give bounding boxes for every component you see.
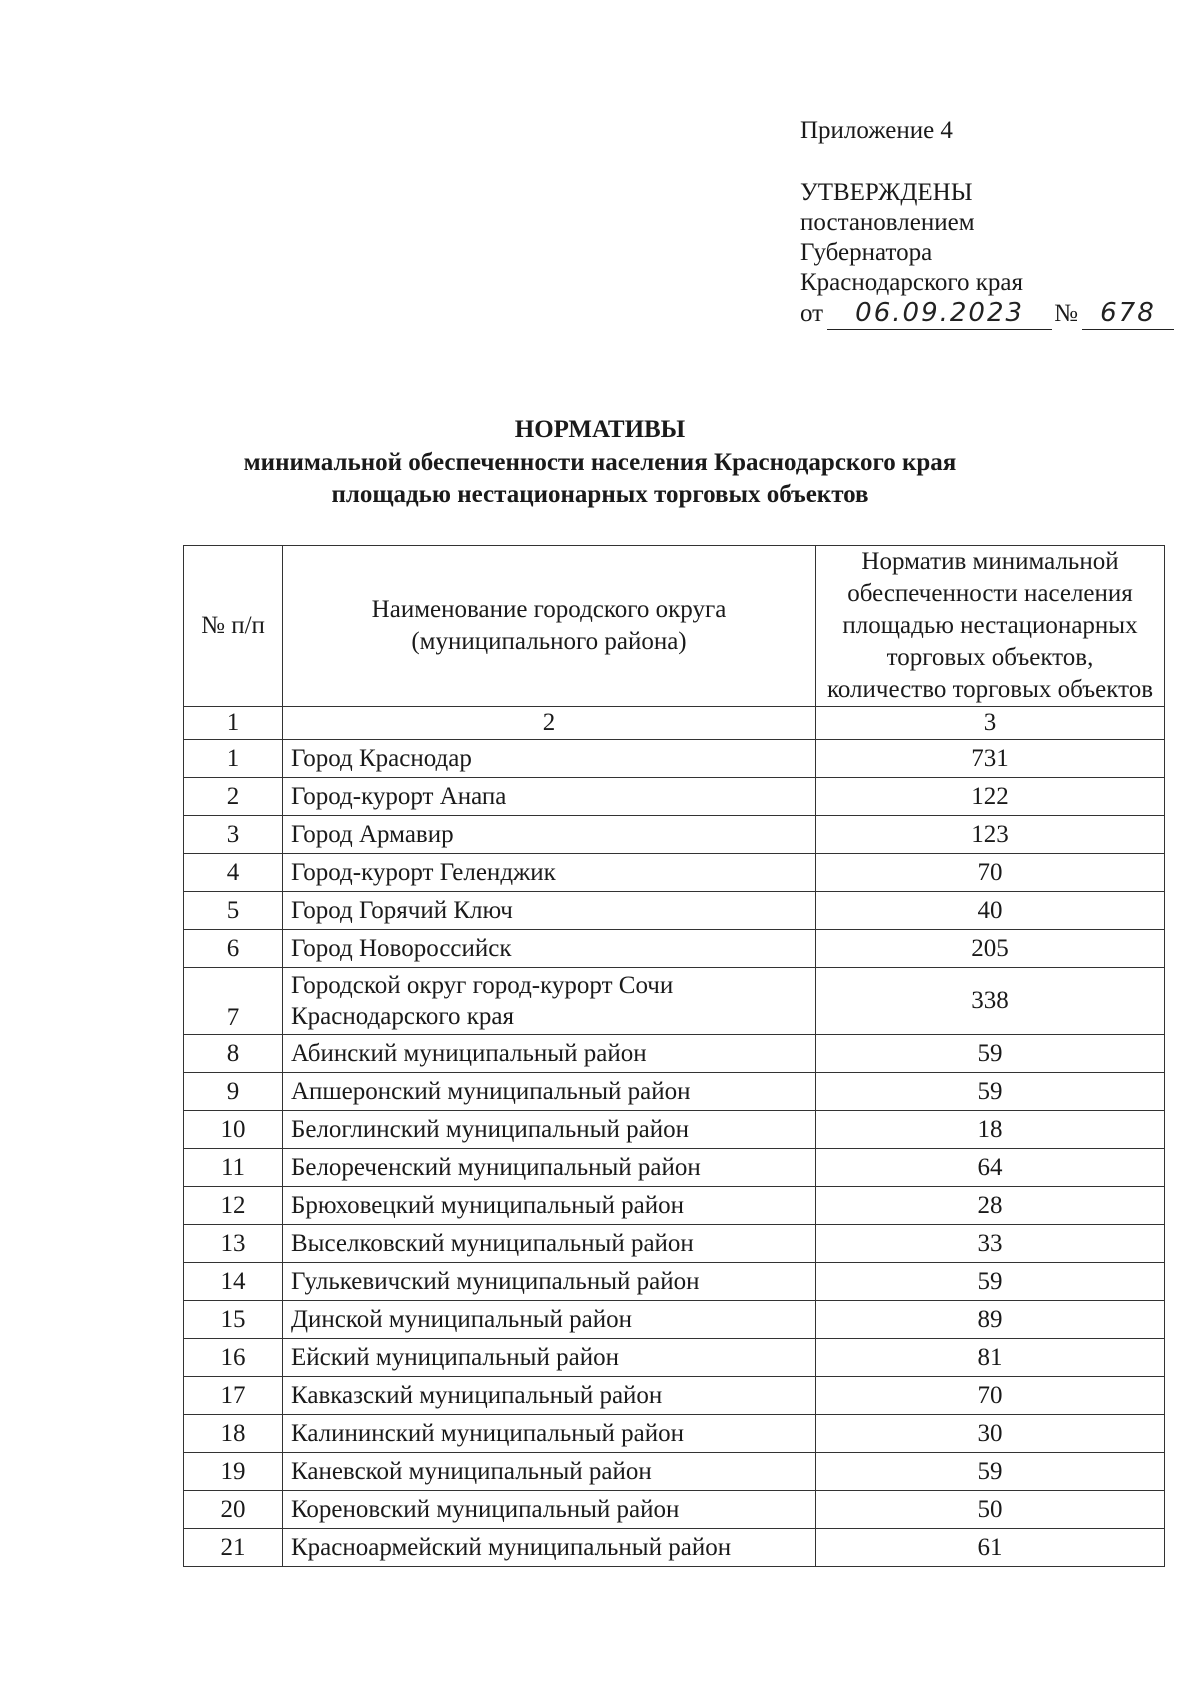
appendix-label: Приложение 4 bbox=[800, 117, 953, 144]
row-number: 10 bbox=[184, 1111, 283, 1149]
row-number: 12 bbox=[184, 1187, 283, 1225]
row-value: 61 bbox=[816, 1529, 1165, 1567]
row-value: 731 bbox=[816, 740, 1165, 778]
row-value: 59 bbox=[816, 1263, 1165, 1301]
table-row bbox=[184, 1415, 1165, 1453]
column-number-1: 1 bbox=[184, 707, 283, 740]
row-value: 123 bbox=[816, 816, 1165, 854]
row-name: Кавказский муниципальный район bbox=[283, 1377, 816, 1415]
table-row bbox=[184, 778, 1165, 816]
row-name: Город-курорт Анапа bbox=[283, 778, 816, 816]
approved-label: УТВЕРЖДЕНЫ bbox=[800, 179, 973, 206]
column-number-row bbox=[184, 707, 1165, 740]
row-name: Город Краснодар bbox=[283, 740, 816, 778]
document-subtitle-line1: минимальной обеспеченности населения Краснодарского края bbox=[243, 449, 957, 476]
row-name: Городской округ город-курорт Сочи Краснодарского края bbox=[283, 968, 816, 1035]
row-number: 3 bbox=[184, 816, 283, 854]
approved-by-line1: постановлением bbox=[800, 209, 975, 236]
table-row bbox=[184, 1073, 1165, 1111]
row-name: Город Армавир bbox=[283, 816, 816, 854]
row-value: 50 bbox=[816, 1491, 1165, 1529]
row-name: Кореновский муниципальный район bbox=[283, 1491, 816, 1529]
row-value: 205 bbox=[816, 930, 1165, 968]
table-row bbox=[184, 1263, 1165, 1301]
table-row bbox=[184, 892, 1165, 930]
row-value: 122 bbox=[816, 778, 1165, 816]
table-row bbox=[184, 968, 1165, 1035]
row-number: 18 bbox=[184, 1415, 283, 1453]
row-number: 17 bbox=[184, 1377, 283, 1415]
row-value: 59 bbox=[816, 1453, 1165, 1491]
row-value: 70 bbox=[816, 854, 1165, 892]
header-norm: Норматив минимальной обеспеченности населения площадью нестационарных торговых объектов, количество торговых объектов bbox=[816, 546, 1165, 707]
row-name: Выселковский муниципальный район bbox=[283, 1225, 816, 1263]
row-number: 19 bbox=[184, 1453, 283, 1491]
row-name: Белореченский муниципальный район bbox=[283, 1149, 816, 1187]
row-name: Гулькевичский муниципальный район bbox=[283, 1263, 816, 1301]
approved-by-line2: Губернатора bbox=[800, 239, 933, 266]
row-name: Ейский муниципальный район bbox=[283, 1339, 816, 1377]
row-number: 16 bbox=[184, 1339, 283, 1377]
row-name: Абинский муниципальный район bbox=[283, 1035, 816, 1073]
row-number: 20 bbox=[184, 1491, 283, 1529]
column-number-2: 2 bbox=[283, 707, 816, 740]
row-number: 15 bbox=[184, 1301, 283, 1339]
from-prefix: от bbox=[800, 300, 824, 327]
norms-table bbox=[183, 545, 1165, 1567]
table-row bbox=[184, 1339, 1165, 1377]
row-name: Брюховецкий муниципальный район bbox=[283, 1187, 816, 1225]
number-sign: № bbox=[1054, 300, 1078, 327]
row-value: 81 bbox=[816, 1339, 1165, 1377]
table-row bbox=[184, 930, 1165, 968]
row-name: Калининский муниципальный район bbox=[283, 1415, 816, 1453]
row-name: Красноармейский муниципальный район bbox=[283, 1529, 816, 1567]
row-value: 59 bbox=[816, 1073, 1165, 1111]
row-name: Город Горячий Ключ bbox=[283, 892, 816, 930]
table-row bbox=[184, 1035, 1165, 1073]
table-row bbox=[184, 1111, 1165, 1149]
row-name: Динской муниципальный район bbox=[283, 1301, 816, 1339]
row-value: 30 bbox=[816, 1415, 1165, 1453]
approved-by-line3: Краснодарского края bbox=[800, 269, 1023, 296]
header-number: № п/п bbox=[184, 546, 283, 707]
table-header-row bbox=[184, 546, 1165, 707]
row-name: Каневской муниципальный район bbox=[283, 1453, 816, 1491]
row-value: 33 bbox=[816, 1225, 1165, 1263]
document-subtitle-line2: площадью нестационарных торговых объектов bbox=[331, 481, 869, 508]
handwritten-date: 06.09.2023 bbox=[855, 298, 1025, 328]
row-number: 7 bbox=[184, 968, 283, 1035]
row-number: 5 bbox=[184, 892, 283, 930]
header-name: Наименование городского округа (муниципального района) bbox=[283, 546, 816, 707]
row-number: 6 bbox=[184, 930, 283, 968]
row-number: 1 bbox=[184, 740, 283, 778]
row-number: 9 bbox=[184, 1073, 283, 1111]
row-value: 18 bbox=[816, 1111, 1165, 1149]
row-name: Город Новороссийск bbox=[283, 930, 816, 968]
row-name: Апшеронский муниципальный район bbox=[283, 1073, 816, 1111]
row-value: 59 bbox=[816, 1035, 1165, 1073]
document-title: НОРМАТИВЫ bbox=[514, 416, 686, 443]
row-value: 64 bbox=[816, 1149, 1165, 1187]
column-number-3: 3 bbox=[816, 707, 1165, 740]
row-number: 4 bbox=[184, 854, 283, 892]
table-row bbox=[184, 1149, 1165, 1187]
row-number: 2 bbox=[184, 778, 283, 816]
date-number-line bbox=[800, 298, 1174, 330]
row-number: 11 bbox=[184, 1149, 283, 1187]
row-number: 21 bbox=[184, 1529, 283, 1567]
row-value: 89 bbox=[816, 1301, 1165, 1339]
table-body bbox=[184, 740, 1165, 1567]
row-name: Белоглинский муниципальный район bbox=[283, 1111, 816, 1149]
table-row bbox=[184, 1491, 1165, 1529]
table-row bbox=[184, 1301, 1165, 1339]
table-row bbox=[184, 816, 1165, 854]
row-value: 70 bbox=[816, 1377, 1165, 1415]
table-row bbox=[184, 740, 1165, 778]
row-number: 13 bbox=[184, 1225, 283, 1263]
approval-block bbox=[800, 116, 1174, 330]
table-row bbox=[184, 1377, 1165, 1415]
row-value: 28 bbox=[816, 1187, 1165, 1225]
table-row bbox=[184, 854, 1165, 892]
row-name: Город-курорт Геленджик bbox=[283, 854, 816, 892]
table-row bbox=[184, 1529, 1165, 1567]
handwritten-number: 678 bbox=[1100, 298, 1156, 328]
table-row bbox=[184, 1225, 1165, 1263]
row-value: 40 bbox=[816, 892, 1165, 930]
row-value: 338 bbox=[816, 968, 1165, 1035]
table-row bbox=[184, 1453, 1165, 1491]
row-number: 8 bbox=[184, 1035, 283, 1073]
row-number: 14 bbox=[184, 1263, 283, 1301]
table-row bbox=[184, 1187, 1165, 1225]
